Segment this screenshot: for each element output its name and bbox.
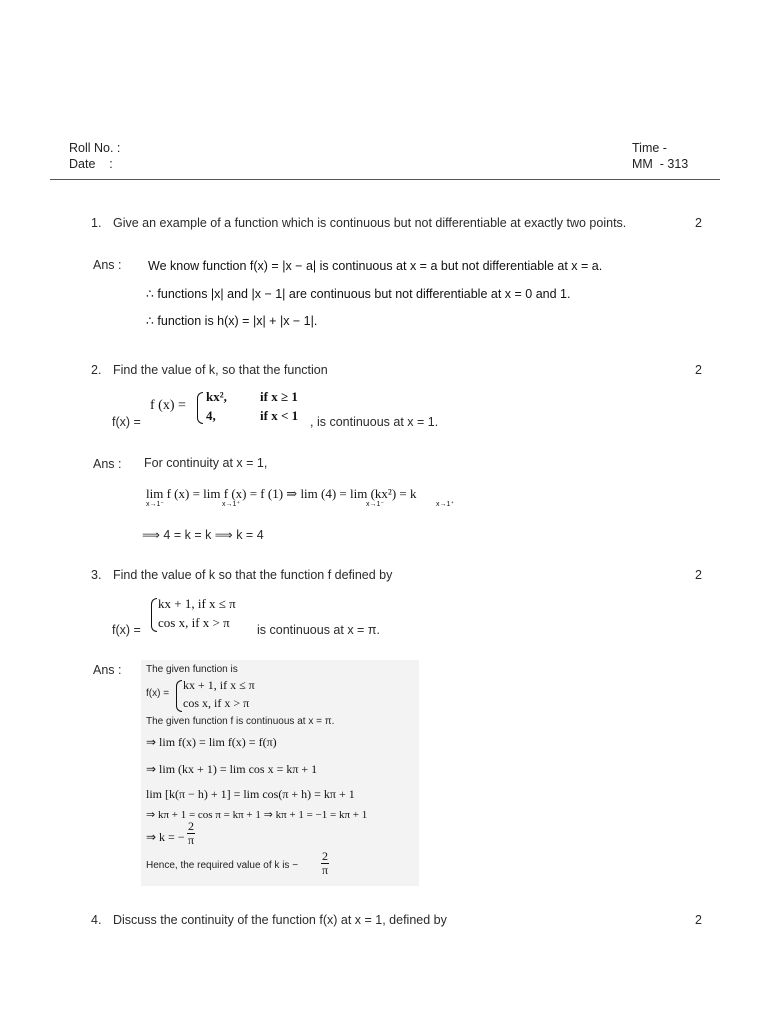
scan-line-1: The given function is (146, 664, 238, 675)
scan-line-11: Hence, the required value of k is − (146, 860, 299, 871)
answer-3-scanned-solution (141, 660, 419, 886)
question-2-case-1-cond: if x ≥ 1 (260, 389, 298, 404)
question-3 (91, 568, 392, 582)
time-label: Time - (632, 141, 667, 155)
roll-no-label: Roll No. : (69, 141, 121, 155)
question-2-marks: 2 (695, 363, 702, 377)
question-2-case-2-cond: if x < 1 (260, 408, 299, 423)
header-divider (50, 179, 720, 180)
answer-1-line-2: ∴ functions |x| and |x − 1| are continuous but not differentiable at x = 0 and 1. (146, 287, 571, 301)
scan-fraction-2: $\frac{2}{\pi}$ (321, 849, 329, 877)
question-3-case-1: kx + 1, if x ≤ π (158, 596, 236, 611)
answer-2-limits: lim f (x) = lim f (x) = f (1) ⇒ lim (4) = lim (kx²) = k (146, 486, 417, 501)
scan-line-6: ⇒ lim f(x) = lim f(x) = f(π) (146, 735, 277, 749)
question-2-brace (197, 392, 203, 424)
question-3-case-2: cos x, if x > π (158, 615, 230, 630)
scan-line-7: ⇒ lim (kx + 1) = lim cos x = kπ + 1 (146, 762, 318, 776)
answer-1-line-1: We know function f(x) = |x − a| is continuous at x = a but not differentiable at x = a. (148, 259, 603, 273)
question-4 (91, 913, 447, 927)
question-2-case-1-expr: kx², (206, 389, 227, 404)
scan-line-2: f(x) = (146, 688, 170, 699)
question-4-marks: 2 (695, 913, 702, 927)
question-3-marks: 2 (695, 568, 702, 582)
answer-2-label: Ans : (93, 457, 122, 471)
question-4-text: Discuss the continuity of the function f(x) at x = 1, defined by (113, 913, 447, 927)
scan-fraction-1: $\frac{2}{\pi}$ (187, 819, 195, 847)
question-3-brace (151, 598, 157, 632)
answer-3-label: Ans : (93, 663, 122, 677)
question-1 (91, 216, 626, 230)
answer-1-label: Ans : (93, 258, 122, 272)
max-marks-label: MM - 313 (632, 157, 689, 171)
question-1-marks: 2 (695, 216, 702, 230)
question-1-number: 1. (91, 216, 102, 230)
answer-1-line-3: ∴ function is h(x) = |x| + |x − 1|. (146, 314, 318, 328)
question-2-number: 2. (91, 363, 102, 377)
scan-line-9: ⇒ kπ + 1 = cos π = kπ + 1 ⇒ kπ + 1 = −1 = kπ + 1 (146, 809, 368, 821)
scan-line-8: lim [k(π − h) + 1] = lim cos(π + h) = kπ + 1 (146, 787, 355, 801)
scan-line-5: The given function f is continuous at x = π. (146, 716, 335, 727)
scan-line-3: kx + 1, if x ≤ π (183, 678, 255, 692)
scan-brace (176, 680, 182, 712)
answer-2-result: ⟹ 4 = k = k ⟹ k = 4 (142, 528, 264, 542)
answer-2-intro: For continuity at x = 1, (144, 456, 268, 470)
question-2-case-2-expr: 4, (206, 408, 216, 423)
question-3-number: 3. (91, 568, 102, 582)
date-label: Date : (69, 157, 113, 171)
question-2-fx-prefix: f(x) = (112, 415, 141, 429)
question-3-continuity: is continuous at x = π. (257, 623, 380, 637)
question-3-text: Find the value of k so that the function f defined by (113, 568, 393, 582)
question-2-fx-lhs: f (x) = (150, 398, 186, 413)
question-4-number: 4. (91, 913, 102, 927)
question-2-text: Find the value of k, so that the function (113, 363, 328, 377)
question-1-text: Give an example of a function which is continuous but not differentiable at exactly two points. (113, 216, 627, 230)
question-3-fx-prefix: f(x) = (112, 623, 141, 637)
scan-line-10: ⇒ k = − (146, 830, 185, 844)
scan-line-4: cos x, if x > π (183, 696, 250, 710)
question-2 (91, 363, 328, 377)
question-2-continuity: , is continuous at x = 1. (310, 415, 439, 429)
